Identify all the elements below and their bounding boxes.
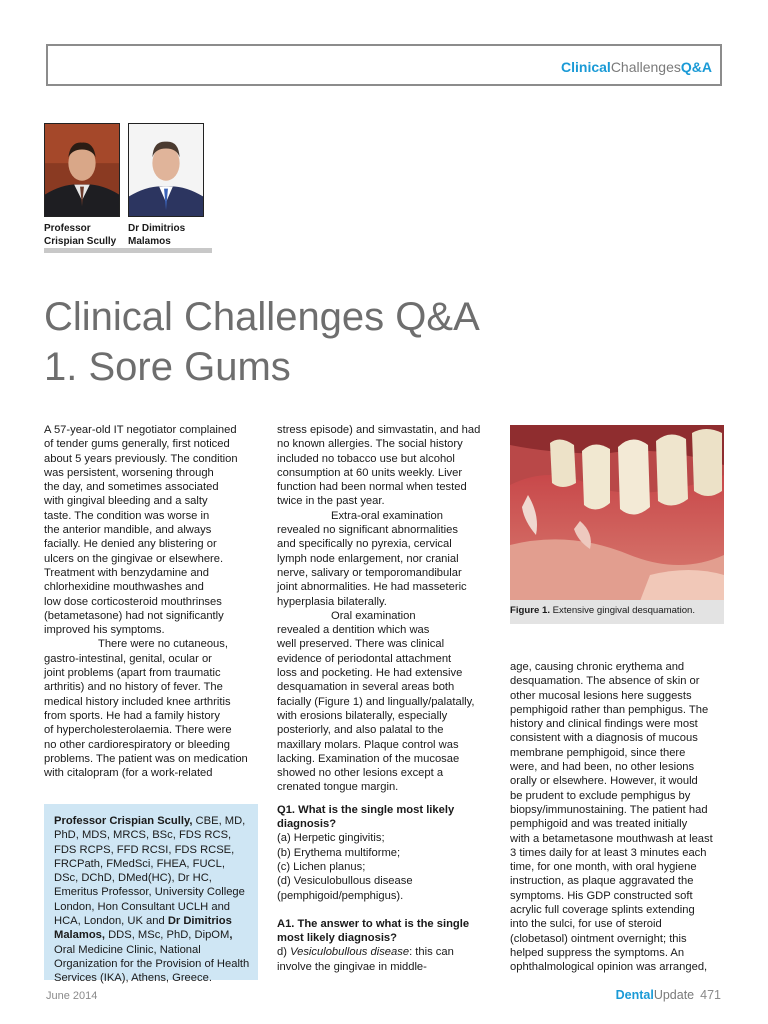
running-header [46,44,722,86]
figure-1-image [510,425,724,601]
section-tag: ClinicalChallengesQ&A [561,59,712,75]
author-rule [128,248,212,253]
author-rule [44,248,128,253]
answer-1: d) Vesiculobullous disease: this can [277,946,454,959]
author-name-malamos: Dr Dimitrios Malamos [128,223,186,247]
author-photo-scully [44,123,120,217]
page-number: 471 [700,988,721,1002]
option-a: (a) Herpetic gingivitis; [277,832,385,845]
author-bio-box: Professor Crispian Scully, CBE, MD, PhD, MDS, MRCS, BSc, FDS RCS, FDS RCPS, FFD RCSI, FDS RCSE, FRCPath, FMedSci, FHEA, FUCL, DSc, DChD, DMed(HC), Dr HC, Emeritus Professor, University College London, Hon Consultant UCLH and HCA, London, UK and Dr Dimitrios Malamos, DDS, MSc, PhD, DipOM, Oral Medicine Clinic, National Organization for the Provision of Health Services (IKA), Athens, Greece. [44,804,258,980]
footer-journal: DentalUpdate 471 [615,988,721,1002]
option-d: (d) Vesiculobullous disease [277,875,413,888]
option-c: (c) Lichen planus; [277,860,366,873]
column-1: A 57-year-old IT negotiator complained of tender gums generally, first noticed about 5 years previously. The condition was persistent, worsening through the day, and sometimes associated with gingival bleeding and a salty taste. The condition was worse in the anterior mandible, and always facially. He denied any blistering or ulcers on the gingivae or elsewhere. Treatment with benzydamine and chlorhexidine mouthwashes and low dose corticosteroid mouthrinses (betametasone) had not significantly improved his symptoms. There were no cutaneous, gastro-intestinal, genital, ocular or joint problems (apart from traumatic arthritis) and no history of fever. The medical history included knee arthritis from sports. He had a family history of hypercholesterolaemia. There were no other cardiorespiratory or bleeding problems. The patient was on medication with citalopram (for a work-related [44,424,248,780]
author-photo-malamos [128,123,204,217]
author-name-scully: Professor Crispian Scully [44,223,117,247]
option-b: (b) Erythema multiforme; [277,846,401,859]
footer-date: June 2014 [46,990,98,1002]
column-2: stress episode) and simvastatin, and had no known allergies. The social history included no tobacco use but alcohol consumption at 60 units weekly. Liver function had been normal when tested twice in the past year. Extra-oral examination revealed no significant abnormalities and specifically no pyrexia, cervical lymph node enlargement, nor cranial nerve, salivary or temporomandibular joint abnormalities. He had masseteric hyperplasia bilaterally. Oral examination revealed a dentition which was well preserved. There was clinical evidence of periodontal attachment loss and pocketing. He had extensive desquamation in several areas both facially (Figure 1) and lingually/palatally, with erosions bilaterally, especially posteriorly, and also palatal to the maxillary molars. Plaque control was lacking. Examination of the mucosae showed no other lesions except a crenated tongue margin. Q1. What is the single most likely diagnosis? (a) Herpetic gingivitis; (b) Erythema multiforme; (c) Lichen planus; (d) Vesiculobullous disease (pemphigoid/pemphigus). A1. The answer to what is the single most likely diagnosis? d) Vesiculobullous disease: this can involve the gingivae in middle- [277,423,491,974]
answer-1-heading: A1. The answer to what is the single most likely diagnosis? [277,917,470,945]
option-d-cont: (pemphigoid/pemphigus). [277,889,404,902]
figure-1-caption: Figure 1. Extensive gingival desquamation. [510,600,724,624]
column-3: age, causing chronic erythema and desquamation. The absence of skin or other mucosal lesions here suggests pemphigoid rather than pemphigus. The history and clinical findings were most consistent with a diagnosis of mucous membrane pemphigoid, since there were, and had been, no other lesions orally or elsewhere. However, it would be prudent to exclude pemphigus by biopsy/immunostaining. The patient had pemphigoid and was treated initially with a betametasone mouthwash at least 3 times daily for at least 3 minutes each time, for one month, with oral hygiene instruction, as plaque aggravated the symptoms. His GDP constructed soft acrylic full coverage splints extending into the sulci, for use of steroid (clobetasol) ointment overnight; this helped suppress the symptoms. An ophthalmological opinion was arranged, [510,661,713,974]
article-title: Clinical Challenges Q&A 1. Sore Gums [44,295,480,389]
question-1: Q1. What is the single most likely diagnosis? [277,803,455,831]
